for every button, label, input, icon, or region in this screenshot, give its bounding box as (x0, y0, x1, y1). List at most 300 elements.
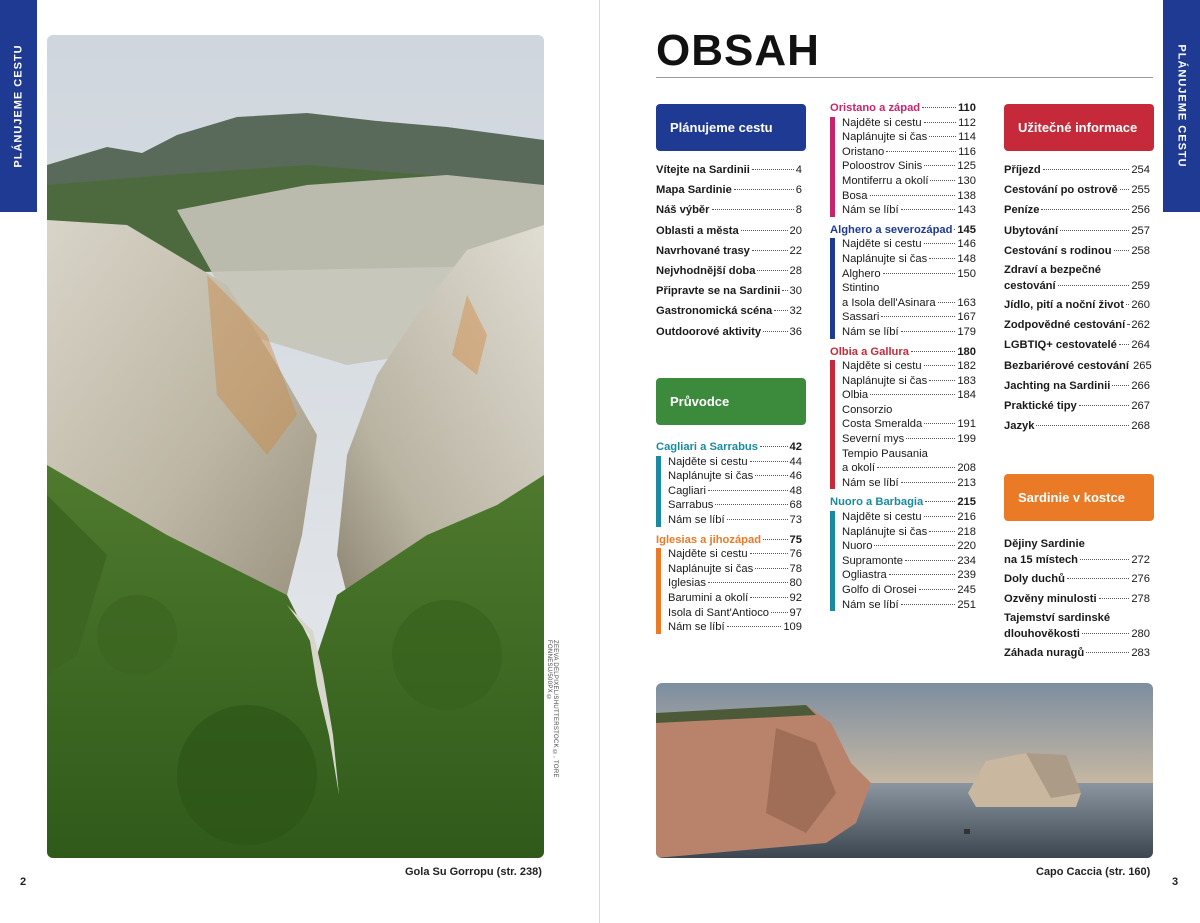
toc-subentry[interactable] (842, 432, 976, 447)
toc-entry[interactable] (656, 200, 802, 220)
toc-subentry-page: 73 (789, 513, 802, 526)
toc-entry[interactable] (656, 322, 802, 342)
toc-subentry[interactable] (842, 296, 976, 311)
nutshell-toc-list (1004, 535, 1150, 664)
toc-entry-line (1004, 279, 1150, 295)
region-sublist (656, 455, 802, 528)
region-sublist (830, 359, 976, 490)
leader-dots (763, 331, 787, 332)
leader-dots (924, 516, 956, 517)
toc-subentry-page: 148 (957, 252, 976, 265)
region-sublist (656, 547, 802, 635)
toc-subentry-title: Najděte si cestu (842, 511, 922, 524)
guides-section-header[interactable] (656, 378, 806, 425)
toc-entry-title: Vítejte na Sardinii (656, 164, 750, 176)
toc-entry-title: Jídlo, pití a noční život (1004, 299, 1124, 312)
toc-subentry-title: Nám se líbí (842, 476, 899, 489)
leader-dots (708, 582, 788, 583)
toc-subentry[interactable] (668, 606, 802, 621)
toc-subentry-page: 182 (957, 360, 976, 373)
leader-dots (1079, 405, 1130, 406)
toc-entry-title: LGBTIQ+ cestovatelé (1004, 339, 1117, 352)
toc-subentry-page: 184 (957, 389, 976, 402)
region-page: 145 (957, 223, 976, 236)
leader-dots (1086, 652, 1129, 653)
region-spacer (656, 635, 802, 640)
region-heading[interactable] (830, 101, 976, 116)
leader-dots (1036, 425, 1129, 426)
leader-dots (750, 553, 788, 554)
toc-entry[interactable] (1004, 221, 1150, 241)
toc-entry-title: Ozvěny minulosti (1004, 593, 1097, 606)
planning-section-header[interactable] (656, 104, 806, 151)
useful-info-section-header-label: Užitečné informace (1018, 120, 1138, 135)
toc-subentry-title: Tempio Pausania (842, 447, 928, 460)
region-page: 215 (957, 496, 976, 509)
toc-subentry[interactable] (842, 476, 976, 491)
toc-entry-title-cont: na 15 místech (1004, 553, 1078, 566)
toc-entry-page: 8 (795, 204, 802, 217)
toc-subentry-title: Sassari (842, 311, 880, 324)
region-page: 110 (957, 102, 976, 114)
toc-entry-title: Tajemství sardinské (1004, 612, 1111, 625)
toc-subentry[interactable] (842, 310, 976, 325)
toc-subentry-title: Olbia (842, 389, 869, 402)
region-page: 42 (789, 441, 802, 453)
toc-subentry-title: Najděte si cestu (842, 116, 922, 129)
toc-subentry-title: Poloostrov Sinis (842, 160, 923, 173)
toc-entry-title: Zodpovědné cestování (1004, 319, 1126, 332)
cape-photo (656, 683, 1153, 858)
toc-entry-title: Mapa Sardinie (656, 184, 732, 197)
leader-dots (889, 574, 956, 575)
toc-subentry-page: 92 (789, 591, 802, 604)
leader-dots (881, 316, 955, 317)
toc-entry-title: Oblasti a města (656, 224, 739, 237)
toc-entry-title: Praktické tipy (1004, 400, 1077, 413)
toc-entry-title: Jachting na Sardinii (1004, 379, 1111, 392)
toc-subentry[interactable] (842, 568, 976, 583)
toc-entry[interactable] (1004, 643, 1150, 663)
toc-subentry-title: Nám se líbí (668, 513, 725, 526)
leader-dots (906, 438, 955, 439)
leader-dots (886, 151, 956, 152)
toc-entry-page: 262 (1131, 319, 1150, 332)
region-heading[interactable] (830, 223, 976, 238)
toc-subentry-page: 183 (957, 374, 976, 387)
toc-subentry-title: Najděte si cestu (668, 455, 748, 468)
toc-entry-page: 258 (1131, 244, 1150, 257)
toc-subentry-title: Naplánujte si čas (668, 562, 754, 575)
toc-entry[interactable] (1004, 241, 1150, 261)
region-sublist (830, 510, 976, 612)
toc-subentry[interactable] (668, 484, 802, 499)
toc-entry-title: Outdoorové aktivity (656, 325, 762, 338)
toc-subentry-page: 68 (789, 499, 802, 512)
leader-dots (712, 209, 794, 210)
toc-entry[interactable] (1004, 589, 1150, 609)
toc-entry[interactable] (1004, 315, 1150, 335)
right-section-tab-label: PLÁNUJEME CESTU (1175, 44, 1188, 168)
toc-subentry-title: Severní mys (842, 433, 905, 446)
toc-entry-title: Náš výběr (656, 204, 710, 217)
leader-dots (1082, 633, 1129, 634)
toc-entry-title: Cestování s rodinou (1004, 244, 1112, 257)
toc-subentry[interactable] (668, 562, 802, 577)
region-color-bar (830, 360, 835, 489)
toc-entry-title: Jazyk (1004, 420, 1035, 433)
leader-dots (763, 539, 787, 540)
region-name: Oristano a západ (830, 102, 921, 114)
toc-subentry[interactable] (842, 583, 976, 598)
left-photo-caption: Gola Su Gorropu (str. 238) (405, 866, 542, 878)
toc-subentry-title: Nám se líbí (668, 621, 725, 634)
toc-entry-line (1004, 627, 1150, 643)
toc-subentry-page: 76 (789, 548, 802, 561)
toc-subentry-title: Supramonte (842, 554, 903, 567)
toc-entry[interactable] (1004, 160, 1150, 180)
region-page: 180 (957, 345, 976, 358)
toc-entry-page: 267 (1131, 400, 1150, 413)
toc-subentry-page: 112 (958, 116, 976, 129)
region-color-bar (830, 511, 835, 611)
toc-entry-page: 260 (1131, 299, 1150, 312)
leader-dots (924, 243, 956, 244)
leader-dots (1127, 324, 1129, 325)
toc-subentry-title: Bosa (842, 189, 868, 202)
region-name: Olbia a Gallura (830, 345, 909, 358)
toc-subentry-title: Barumini a okolí (668, 591, 749, 604)
toc-subentry-title: Najděte si cestu (842, 360, 922, 373)
guides-toc-column-2 (830, 101, 976, 617)
toc-subentry-title: Nám se líbí (842, 204, 899, 217)
toc-entry-title-cont: dlouhověkosti (1004, 627, 1080, 640)
toc-subentry-title: Ogliastra (842, 569, 887, 582)
toc-subentry-title: Naplánujte si čas (842, 252, 928, 265)
toc-subentry[interactable] (842, 388, 976, 403)
toc-subentry[interactable] (842, 554, 976, 569)
leader-dots (1112, 385, 1129, 386)
leader-dots (922, 107, 956, 108)
toc-entry[interactable] (656, 160, 802, 180)
toc-entry[interactable] (1004, 335, 1150, 355)
toc-entry-page: 278 (1131, 593, 1150, 606)
leader-dots (905, 560, 955, 561)
toc-subentry-title: a okolí (842, 462, 875, 475)
leader-dots (752, 169, 794, 170)
region-sublist (830, 237, 976, 339)
toc-subentry[interactable] (842, 174, 976, 189)
right-section-tab (1163, 0, 1200, 212)
leader-dots (924, 365, 956, 366)
leader-dots (911, 351, 955, 352)
right-page-number: 3 (1172, 876, 1179, 888)
toc-subentry[interactable] (842, 116, 976, 131)
toc-subentry-title: Cagliari (668, 484, 706, 497)
toc-subentry[interactable] (668, 620, 802, 635)
leader-dots (734, 189, 794, 190)
leader-dots (930, 180, 955, 181)
toc-subentry-page: 80 (789, 577, 802, 590)
toc-subentry[interactable] (668, 513, 802, 528)
toc-entry-page: 28 (789, 265, 802, 278)
leader-dots (929, 258, 955, 259)
title-divider (656, 77, 1153, 78)
nutshell-section-header[interactable] (1004, 474, 1154, 521)
toc-subentry[interactable] (842, 203, 976, 218)
toc-subentry-page: 143 (957, 204, 976, 217)
toc-subentry-page: 199 (957, 433, 976, 446)
toc-entry[interactable] (656, 221, 802, 241)
toc-subentry[interactable] (842, 145, 976, 160)
toc-entry-page: 265 (1133, 359, 1152, 372)
toc-subentry-title: Oristano (842, 145, 885, 158)
region-color-bar (830, 117, 835, 217)
leader-dots (1126, 304, 1129, 305)
toc-entry-page: 266 (1131, 379, 1150, 392)
leader-dots (901, 209, 956, 210)
leader-dots (870, 394, 955, 395)
toc-entry-page: 264 (1131, 339, 1150, 352)
toc-entry[interactable] (1004, 200, 1150, 220)
toc-entry-page: 4 (795, 164, 802, 176)
toc-subentry-title: Nuoro (842, 540, 873, 553)
leader-dots (924, 423, 955, 424)
toc-entry[interactable] (656, 180, 802, 200)
toc-subentry[interactable] (842, 461, 976, 476)
toc-entry-page: 272 (1131, 553, 1150, 566)
region-name: Iglesias a jihozápad (656, 533, 762, 546)
leader-dots (925, 501, 955, 502)
leader-dots (938, 302, 956, 303)
toc-subentry-title: Costa Smeralda (842, 418, 923, 431)
toc-entry-page: 268 (1131, 420, 1150, 433)
left-page-number: 2 (20, 876, 27, 888)
toc-subentry[interactable] (842, 130, 976, 145)
toc-entry-page: 276 (1131, 573, 1150, 585)
guides-toc-column-1 (656, 440, 802, 640)
toc-subentry-page: 146 (957, 238, 976, 251)
toc-entry-page: 283 (1131, 647, 1150, 660)
toc-subentry-title: Nám se líbí (842, 598, 899, 611)
toc-entry-title-cont: cestování (1004, 279, 1056, 292)
toc-subentry-page: 220 (957, 540, 976, 553)
toc-subentry-page: 138 (957, 189, 976, 202)
toc-entry[interactable] (1004, 261, 1150, 295)
toc-subentry-page: 109 (783, 621, 802, 634)
useful-info-section-header[interactable] (1004, 104, 1154, 151)
toc-entry-page: 255 (1131, 184, 1150, 197)
region-color-bar (830, 238, 835, 338)
toc-entry-title: Připravte se na Sardinii (656, 285, 781, 298)
leader-dots (760, 446, 788, 447)
region-heading[interactable] (830, 345, 976, 360)
toc-entry[interactable] (1004, 609, 1150, 643)
toc-entry-title: Dějiny Sardinie (1004, 538, 1085, 550)
planning-section-header-label: Plánujeme cestu (670, 120, 773, 135)
toc-entry[interactable] (656, 281, 802, 301)
toc-subentry[interactable] (668, 455, 802, 470)
region-name: Alghero a severozápad (830, 223, 953, 236)
toc-entry-page: 257 (1131, 224, 1150, 237)
leader-dots (924, 165, 955, 166)
toc-subentry-title: Najděte si cestu (842, 238, 922, 251)
toc-entry[interactable] (1004, 416, 1150, 436)
toc-entry[interactable] (1004, 396, 1150, 416)
right-photo-caption: Capo Caccia (str. 160) (1036, 866, 1151, 878)
toc-entry[interactable] (1004, 356, 1150, 376)
toc-entry-title: Doly duchů (1004, 573, 1065, 585)
toc-subentry[interactable] (668, 591, 802, 606)
toc-subentry[interactable] (842, 267, 976, 282)
toc-entry-page: 30 (789, 285, 802, 298)
region-name: Nuoro a Barbagia (830, 496, 924, 509)
leader-dots (1080, 559, 1129, 560)
leader-dots (929, 531, 955, 532)
toc-subentry-page: 179 (957, 325, 976, 338)
toc-subentry[interactable] (842, 374, 976, 389)
toc-entry-title: Zdraví a bezpečné (1004, 264, 1101, 277)
nutshell-section-header-label: Sardinie v kostce (1018, 490, 1125, 505)
toc-entry[interactable] (656, 241, 802, 261)
leader-dots (1043, 169, 1130, 170)
toc-subentry-page: 125 (957, 160, 976, 173)
toc-entry-title: Bezbariérové cestování (1004, 359, 1129, 372)
toc-subentry-page: 163 (957, 296, 976, 309)
toc-subentry[interactable] (668, 547, 802, 562)
toc-subentry[interactable] (842, 359, 976, 374)
leader-dots (901, 331, 956, 332)
toc-subentry-page: 78 (789, 562, 802, 575)
toc-entry-page: 20 (789, 224, 802, 237)
leader-dots (750, 597, 787, 598)
region-sublist (830, 116, 976, 218)
toc-entry-page: 6 (795, 184, 802, 197)
toc-subentry[interactable] (842, 325, 976, 340)
leader-dots (708, 490, 788, 491)
leader-dots (874, 545, 955, 546)
photo-credit: ZEEVA DELPIXEL/SHUTTERSTOCK ©, TORE FONNESU/500PX © (546, 640, 558, 778)
toc-subentry-page: 114 (958, 131, 976, 144)
toc-subentry-title: Montiferru a okolí (842, 174, 929, 187)
toc-subentry-title: Alghero (842, 267, 881, 280)
left-section-tab-label: PLÁNUJEME CESTU (12, 44, 25, 168)
leader-dots (1114, 250, 1130, 251)
leader-dots (741, 230, 788, 231)
leader-dots (924, 122, 957, 123)
toc-subentry-page: 213 (957, 476, 976, 489)
region-page: 75 (789, 533, 802, 546)
toc-subentry-page: 216 (957, 511, 976, 524)
toc-subentry[interactable] (842, 539, 976, 554)
toc-entry-title: Záhada nuragů (1004, 647, 1085, 660)
toc-subentry[interactable] (842, 525, 976, 540)
leader-dots (752, 250, 788, 251)
toc-subentry-page: 191 (957, 418, 976, 431)
toc-subentry-title: Nám se líbí (842, 325, 899, 338)
toc-subentry-title: a Isola dell'Asinara (842, 296, 936, 309)
toc-subentry-title: Golfo di Orosei (842, 584, 917, 596)
leader-dots (1119, 344, 1129, 345)
toc-subentry[interactable] (668, 576, 802, 591)
toc-subentry[interactable] (842, 510, 976, 525)
toc-subentry-page: 239 (957, 569, 976, 582)
toc-subentry[interactable] (842, 237, 976, 252)
toc-entry-line (1004, 553, 1150, 569)
leader-dots (929, 136, 956, 137)
leader-dots (1099, 598, 1130, 599)
toc-subentry-title: Naplánujte si čas (668, 470, 754, 483)
region-heading[interactable] (830, 495, 976, 510)
toc-subentry[interactable] (842, 189, 976, 204)
region-name: Cagliari a Sarrabus (656, 441, 758, 453)
guides-section-header-label: Průvodce (670, 394, 730, 409)
planning-toc-list (656, 160, 802, 342)
leader-dots (870, 195, 956, 196)
toc-subentry[interactable] (842, 159, 976, 174)
toc-subentry[interactable] (842, 598, 976, 613)
toc-subentry-title: Iglesias (668, 577, 706, 590)
toc-subentry-title: Isola di Sant'Antioco (668, 606, 770, 619)
toc-subentry-page: 48 (789, 484, 802, 497)
toc-subentry[interactable] (668, 498, 802, 513)
leader-dots (771, 612, 788, 613)
toc-entry[interactable] (656, 261, 802, 281)
leader-dots (755, 568, 787, 569)
leader-dots (782, 290, 787, 291)
toc-entry[interactable] (1004, 180, 1150, 200)
toc-subentry-page: 167 (957, 311, 976, 324)
toc-subentry-title: Naplánujte si čas (842, 131, 928, 144)
leader-dots (919, 589, 956, 590)
toc-entry-page: 36 (789, 325, 802, 338)
leader-dots (883, 273, 956, 274)
leader-dots (1060, 230, 1129, 231)
leader-dots (1058, 285, 1130, 286)
toc-entry-title: Příjezd (1004, 164, 1041, 176)
region-heading[interactable] (656, 440, 802, 455)
leader-dots (715, 504, 787, 505)
toc-subentry-page: 44 (789, 455, 802, 468)
toc-subentry-page: 251 (957, 598, 976, 611)
region-heading[interactable] (656, 533, 802, 548)
toc-entry-title: Navrhované trasy (656, 244, 750, 257)
toc-entry-title: Gastronomická scéna (656, 305, 773, 318)
toc-entry[interactable] (1004, 295, 1150, 315)
leader-dots (954, 229, 955, 230)
toc-subentry-title: Consorzio (842, 403, 893, 416)
toc-subentry[interactable] (842, 252, 976, 267)
toc-subentry-page: 208 (957, 462, 976, 475)
toc-subentry-page: 218 (957, 525, 976, 538)
toc-subentry-title: Stintino (842, 282, 880, 295)
toc-entry-title: Nejvhodnější doba (656, 265, 756, 278)
toc-entry-title: Peníze (1004, 204, 1040, 217)
toc-entry[interactable] (1004, 376, 1150, 396)
toc-entry[interactable] (1004, 569, 1150, 589)
toc-entry-title: Cestování po ostrově (1004, 184, 1118, 197)
toc-subentry-title: Naplánujte si čas (842, 374, 928, 387)
leader-dots (901, 482, 956, 483)
leader-dots (727, 519, 788, 520)
toc-subentry[interactable] (842, 417, 976, 432)
toc-entry[interactable] (656, 301, 802, 321)
toc-entry[interactable] (1004, 535, 1150, 569)
toc-entry-title: Ubytování (1004, 224, 1059, 237)
useful-info-toc-list (1004, 160, 1150, 436)
toc-subentry[interactable] (668, 469, 802, 484)
gorge-photo (47, 35, 544, 858)
